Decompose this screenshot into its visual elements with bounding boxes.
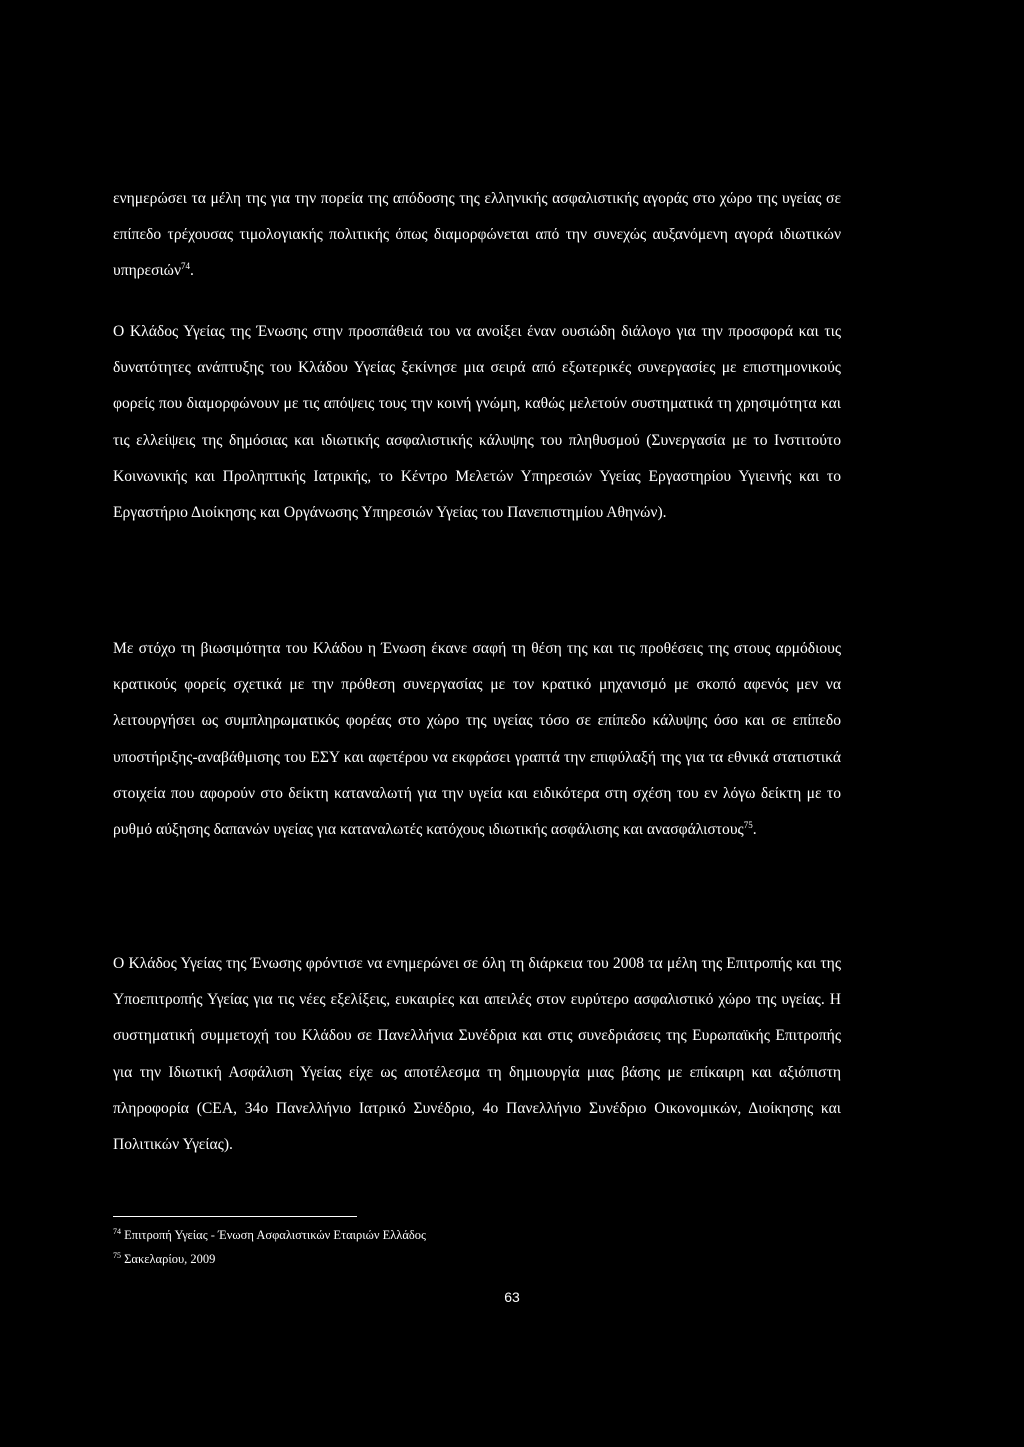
paragraph-4: Ο Κλάδος Υγείας της Ένωσης φρόντισε να ενημερώνει σε όλη τη διάρκεια του 2008 τα μέλη της Επιτροπής και της Υποεπιτροπής Υγείας για τις νέες εξελίξεις, ευκαιρίες και απειλές στον ευρύτερο ασφαλιστικό χώρο της υγείας. Η συστηματική συμμετοχή του Κλάδου σε Πανελλήνια Συνέδρια και στις συνεδριάσεις της Ευρωπαϊκής Επιτροπής για την Ιδιωτική Ασφάλιση Υγείας είχε ως αποτέλεσμα τη δημιουργία μιας βάσης με επίκαιρη και αξιόπιστη πληροφορία (CEA, 34ο Πανελλήνιο Ιατρικό Συνέδριο, 4ο Πανελλήνιο Συνέδριο Οικονομικών, Διοίκησης και Πολιτικών Υγείας). — [113, 955, 841, 1154]
paragraph-3-text: Με στόχο τη βιωσιμότητα του Κλάδου η Ένωση έκανε σαφή τη θέση της και τις προθέσεις της στους αρμόδιους κρατικούς φορείς σχετικά με την πρόθεση συνεργασίας με τον κρατικό μηχανισμό με σκοπό αφενός μεν να λειτουργήσει ως συμπληρωματικός φορέας στο χώρο της υγείας τόσο σε επίπεδο κάλυψης όσο και σε επίπεδο υποστήριξης-αναβάθμισης του ΕΣΥ και αφετέρου να εκφράσει γραπτά την επιφύλαξή της για τα εθνικά στατιστικά στοιχεία που αφορούν στο δείκτη καταναλωτή για την υγεία και ειδικότερα στη σχέση του εν λόγω δείκτη με το ρυθμό αύξησης δαπανών υγείας για καταναλωτές κατόχους ιδιωτικής ασφάλισης και ανασφάλιστους — [113, 640, 841, 839]
page-number: 63 — [504, 1289, 520, 1305]
footnote-75-mark: 75 — [113, 1250, 121, 1260]
footnote-74-text: Επιτροπή Υγείας - Ένωση Ασφαλιστικών Εταιριών Ελλάδος — [124, 1228, 427, 1242]
paragraph-3 — [113, 631, 841, 848]
footnote-75-text: Σακελαρίου, 2009 — [124, 1252, 216, 1266]
paragraph-2: Ο Κλάδος Υγείας της Ένωσης στην προσπάθειά του να ανοίξει έναν ουσιώδη διάλογο για την προσφορά και τις δυνατότητες ανάπτυξης του Κλάδου Υγείας ξεκίνησε μια σειρά από εξωτερικές συνεργασίες με επιστημονικούς φορείς που διαμορφώνουν με τις απόψεις τους την κοινή γνώμη, καθώς μελετούν συστηματικά τη χρησιμότητα και τις ελλείψεις της δημόσιας και ιδιωτικής ασφαλιστικής κάλυψης του πληθυσμού (Συνεργασία με το Ινστιτούτο Κοινωνικής και Προληπτικής Ιατρικής, το Κέντρο Μελετών Υπηρεσιών Υγείας Εργαστηρίου Υγιεινής και το Εργαστήριο Διοίκησης και Οργάνωσης Υπηρεσιών Υγείας του Πανεπιστημίου Αθηνών). — [113, 323, 841, 522]
paragraph-1-tail: . — [190, 262, 194, 280]
footnote-separator — [113, 1216, 357, 1217]
footnote-75 — [113, 1251, 813, 1267]
footnote-ref-74[interactable]: 74 — [181, 261, 190, 272]
paragraph-3-tail: . — [752, 821, 757, 839]
footnote-74-mark: 74 — [113, 1226, 121, 1236]
footnote-ref-75[interactable]: 75 — [743, 819, 753, 830]
footnote-74 — [113, 1227, 813, 1243]
paragraph-1-text: ενημερώσει τα μέλη της για την πορεία της απόδοσης της ελληνικής ασφαλιστικής αγοράς στο χώρο της υγείας σε επίπεδο τρέχουσας τιμολογιακής πολιτικής όπως διαμορφώνεται από την συνεχώς αυξανόμενη αγορά ιδιωτικών υπηρεσιών — [113, 190, 841, 280]
paragraph-1 — [113, 181, 841, 290]
